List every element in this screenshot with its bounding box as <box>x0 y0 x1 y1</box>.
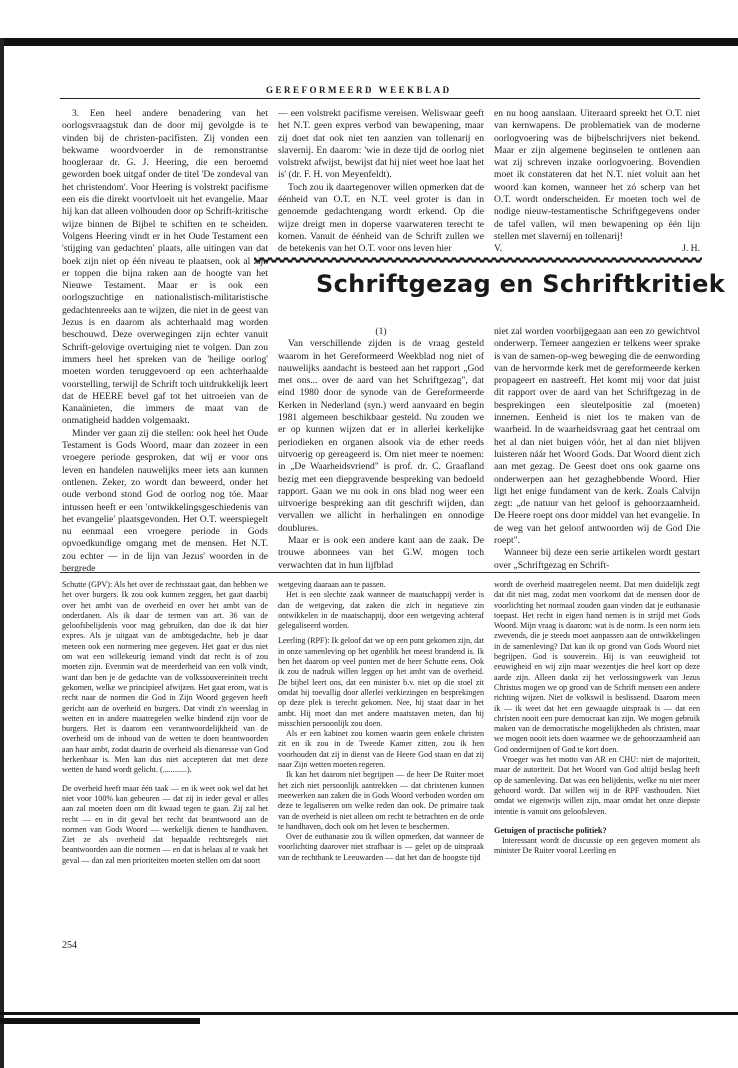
scan-left-edge <box>0 38 4 1068</box>
paragraph: De overheid heeft maar één taak — en ik weet ook wel dat het niet voor 100% kan gebeuren — dat zij in ieder geval er alles aan zal moeten doen om dit kwaad tegen te gaan. Zij zal het recht — en in dit geval het recht dat beantwoord aan de normen van Gods Woord — werkelijk dienen te handhaven. Ziet ze als overheid dat bepaalde rechtsregels niet beantwoorden aan die normen — en dat is helaas al te vaak het geval — dan zal men prioriteiten moeten stellen om dat soort <box>62 783 268 865</box>
paragraph: — een volstrekt pacifisme vereisen. Weliswaar geeft het N.T. geen expres verbod van bewapening, maar zij doet dat ook niet ten aanzien van tollenarij en slavernij. En daarom: 'wie in deze tijd de oorlog niet volstrekt afwijst, bewijst dat hij niet weet hoe laat het is' (dr. F. H. von Meyenfeldt). <box>278 108 484 181</box>
paragraph: Vroeger was het motto van AR en CHU: niet de majoriteit, maar de autoriteit. Dat het Woord van God altijd beslag heeft op de samenleving. Dat was een belijdenis, welke nu niet meer gehoord wordt. Dat willen wij in de RPF vasthouden. Niet omdat we eigenwijs willen zijn, maar omdat het onze diepste intentie is vanuit ons geloofsleven. <box>494 755 700 816</box>
signature-right: J. H. <box>682 243 700 255</box>
article-right-column <box>494 326 700 572</box>
running-title: GEREFORMEERD WEEKBLAD <box>266 85 452 95</box>
paragraph: niet zal worden voorbijgegaan aan een zo gewichtvol onderwerp. Temeer aangezien er telkens weer sprake is van de samen-op-weg beweging die de eenwording van de hervormde kerk met de gereformeerde kerken propageert en nastreeft. Het komt mij voor dat juist dit rapport over de aard van het Schriftgezag in de besprekingen een sleutelpositie zal (moeten) innemen. Eenheid is niet los te maken van de waarheid. In de waarheidsvraag gaat het centraal om het al dan niet buigen vóór, het al dan niet blijven luisteren náár het Woord Gods. Dat Woord dient zich aan met gezag. De Geest doet ons ook gaarne ons onderwerpen aan het gezaghebbende Woord. Hier ligt het enige fundament van de kerk. Zoals Calvijn zegt: „de natuur van het geloof is gehoorzaamheid. De Heere roept ons door middel van het evangelie. In de weg van het geloof antwoorden wij de God Die roept". <box>494 326 700 547</box>
paragraph: 3. Een heel andere benadering van het oorlogsvraagstuk dan de door mij gevolgde is te vinden bij de christen-pacifisten. Zij vonden een bekwame woordvoerder in de remonstrantse hoogleraar dr. G. J. Heering, die een beroemd geworden boek uitgaf onder de titel 'De zondeval van het christendom'. Voor Heering is volstrekt pacifisme een eis die direkt voortvloeit uit het evangelie. Maar hij kan dat alleen volhouden door op Schrift-kritische wijze binnen de Bijbel te schiften en te scheiden. Volgens Heering vindt er in het Oude Testament een 'stijging van gedachten' plaats, alle uitingen van dat boek zijn niet op één niveau te plaatsen, ook al zijn er toppen die bijna raken aan de hoogte van het Nieuwe Testament. Maar er is ook een oorlogszuchtige en nationalistisch-militaristische gedachtenreeks aan te wijzen, die niet in de geest van Jezus is en daarom als achterhaald mag worden beschouwd. Deze overwegingen zijn echter vanuit Schrift-gelovige overtuiging niet te volgen. Dan zou immers heel het spreken van de 'heilige oorlog' moeten worden teruggevoerd op een achterhaalde voorstelling, terwijl de Schrift toch uitdrukkelijk leert dat de HEERE bevel gaf tot het uitroeien van de Kanaänieten, die immers de maat van de onmatigheid hadden volgemaakt. <box>62 108 268 427</box>
lower-left-column <box>62 580 268 866</box>
paragraph: wordt de overheid maatregelen neemt. Dat men duidelijk zegt dat dit niet mag, zodat men voorkomt dat de mensen door de voorlichting het normaal zouden gaan vinden dat je euthanasie toepast. Het recht in eigen hand nemen is in strijd met Gods Woord. Mijn vraag is daarom: wat is de norm. Is een norm iets zwevends, die je steeds moet aanpassen aan de ontwikkelingen in de samenleving? Dat kan ik op grond van Gods Woord niet begrijpen. God is souverein. Hij is van eeuwigheid tot eeuwigheid en wij zijn maar wezentjes die heel kort op deze aarde zijn. Alleen dankt zij het verlossingswerk van Jezus Christus mogen we op grond van de Schrift mensen een andere richting wijzen. Niet de volkswil is beslissend. Daarom meen ik — ik weet dat het een gewaagde uitspraak is — dat een christen nooit een pure democraat kan zijn. We mogen gebruik maken van de democratische mogelijkheden als christen, maar we mogen nooit iets doen waarmee we de gehoorzaamheid aan God ondermijnen of God te kort doen. <box>494 580 700 754</box>
part-number: (1) <box>375 326 387 337</box>
signature-left: V. <box>494 243 503 255</box>
scan-bottom-mark <box>0 1018 200 1024</box>
page-number: 254 <box>62 940 77 951</box>
subheading: Getuigen of practische politiek? <box>494 825 607 835</box>
paragraph: Van verschillende zijden is de vraag gesteld waarom in het Gereformeerd Weekblad nog niet of nauwelijks aandacht is besteed aan het rapport „God met ons... over de aard van het Schriftgezag", dat eind 1980 door de synode van de Gereformeerde Kerken in Nederland (syn.) werd aanvaard en begin 1981 algemeen beschikbaar gesteld. Nu zouden we er op kunnen wijzen dat er in allerlei kerkelijke periodieken en organen alsook via de ether reeds uitvoerig op gereageerd is. Om niet meer te noemen: in „De Waarheidsvriend" is prof. dr. C. Graafland bezig met een diepgravende bespreking van bedoeld rapport. Gaan we nu ook in ons blad nog weer een uitvoerige bespreking aan dit geschrift wijden, dan vervallen we allicht in herhalingen en onnodige doublures. <box>278 338 484 534</box>
paragraph: Leerling (RPF): Ik geloof dat we op een punt gekomen zijn, dat in onze samenleving op het ogenblik het meest brandend is. Ik ben het daarom op veel punten met de heer Schutte eens. Ook ik zou de nadruk willen leggen op het ambt van de overheid. De bijbel leert ons, dat een minister b.v. niet op die stoel zit omdat hij toevallig door allerlei verkiezingen en besprekingen op deze plek is terecht gekomen. Nee, hij staat daar in het ambt. Hij moet dan met andere maatstaven meten, dan hij misschien persoonlijk zou doen. <box>278 636 484 728</box>
section-separator <box>60 572 700 573</box>
middle-column-top <box>278 108 484 256</box>
paragraph: en nu hoog aanslaan. Uiteraard spreekt het O.T. niet van kernwapens. De problematiek van de moderne oorlogvoering was de bijbelschrijvers niet bekend. Maar er zijn algemene beginselen te ontlenen aan wat zij schreven inzake oorlogvoering. Bovendien moet ik constateren dat het N.T. niet voluit aan het woord kan komen, wanneer het zó scherp van het O.T. wordt onderscheiden. Er moeten toch wel de nodige nieuw-testamentische Schriftgegevens onder de tafel vallen, wil men bewapening op één lijn stellen met slavernij en tollenarij! <box>494 108 700 242</box>
paragraph: Wanneer bij deze een serie artikelen wordt gestart over „Schriftgezag en Schrift- <box>494 547 700 571</box>
article-title: Schriftgezag en Schriftkritiek <box>316 270 725 298</box>
paragraph: Ik kan het daarom niet begrijpen — de heer De Ruiter moet het zich niet persoonlijk aantrekken — dat christenen kunnen meewerken aan zaken die in Gods Woord verboden worden om deze te legaliseren om welke reden dan ook. De primaire taak van de overheid is niet alleen om recht te betrachten en de orde te handhaven, doch ook om het leven te beschermen. <box>278 770 484 831</box>
paragraph: Over de euthanasie zou ik willen opmerken, dat wanneer de voorlichting daarover niet strafbaar is — gelet op de uitspraak van de rechtbank te Leeuwarden — dat het dan de hoogste tijd <box>278 832 484 862</box>
paragraph: Als er een kabinet zou komen waarin geen enkele christen zit en ik zou in de Tweede Kamer zitten, zou ik hen voorhouden dat zij in dienst van de Heere God staan en dat zij naar Zijn wetten moeten regeren. <box>278 729 484 770</box>
header-rule <box>60 98 700 99</box>
wavy-divider <box>254 256 702 264</box>
paragraph: wetgeving daaraan aan te passen. <box>278 580 386 589</box>
lower-right-column <box>494 580 700 857</box>
left-column <box>62 108 268 575</box>
paragraph: Maar er is ook een andere kant aan de zaak. De trouwe abonnees van het G.W. mogen toch verwachten dat in hun lijfblad <box>278 535 484 571</box>
paragraph: Interessant wordt de discussie op een gegeven moment als minister De Ruiter vooral Leerling en <box>494 836 700 856</box>
right-column-top <box>494 108 700 256</box>
article-left-column <box>278 326 484 572</box>
lower-middle-column <box>278 580 484 863</box>
paragraph: Toch zou ik daartegenover willen opmerken dat de éénheid van O.T. en N.T. veel groter is dan in genoemde gedachtengang wordt erkend. Op die wijze dreigt men in doperse vaarwateren terecht te komen. Vanuit de éénheid van de Schrift zullen we de betekenis van het O.T. voor ons leven hier <box>278 181 484 255</box>
scan-bottom-edge <box>0 1012 738 1015</box>
paragraph: Schutte (GPV): Als het over de rechtsstaat gaat, dan hebben we het over burgers. Ik zou ook kunnen zeggen, het gaat daarbij over het ambt van de overheid en over het ambt van de onderdanen. Als ik daar de termen van art. 36 van de geloofsbelijdenis voor mag gebruiken, dan doe ik dat hier expres. Als je uitgaat van de ambtsgedachte, heb je daar meteen ook een normering mee gegeven. Het gaat er dus niet om wat een willekeurig iemand vindt dat recht is of zou moeten zijn. Evenmin wat de meerderheid van een volk vindt, want dan ben je de gedachte van de volkssouvereiniteit trecht gekomen, welke we principieel afwijzen. Het gaat erom, wat is recht naar de normen die God in Zijn Woord gegeven heeft gericht aan de overheid en burgers. Dat vindt z'n weerslag in wetten en in andere maatregelen welke bindend zijn voor de burgers. Het is daarom een verantwoordelijkheid van de overheid om de inhoud van de wetten te doen beantwoorden aan haar ambt, zodat daarin de overheid als dienaresse van God herkenbaar is. Men kan dus niet accepteren dat met deze wetten de hand wordt gelicht. (............). <box>62 580 268 775</box>
signature-row <box>494 243 700 255</box>
scan-top-edge <box>0 38 738 46</box>
paragraph: Het is een slechte zaak wanneer de maatschappij verder is dan de wetgeving, dat zaken die zich in negatieve zin ontwikkelen in de maatschappij, door een wetgeving achteraf gelegaliseerd worden. <box>278 590 484 631</box>
paragraph: Minder ver gaan zij die stellen: ook heel het Oude Testament is Gods Woord, maar dan zozeer in een vroegere periode gesproken, dat wij er voor ons leven en handelen nauwelijks meer iets aan kunnen ontlenen. Zeker, zo wordt dan beweerd, onder het oude verbond stond God de oorlog nog tóe. Maar intussen heeft er een 'ontwikkelingsgeschiedenis van het evangelie' plaatsgevonden. Het O.T. weerspiegelt nu eenmaal een vroegere periode in Gods opvoedkundige omgang met de mensen. Het N.T. zou echter — in de lijn van Jezus' woorden in de bergrede <box>62 427 268 574</box>
